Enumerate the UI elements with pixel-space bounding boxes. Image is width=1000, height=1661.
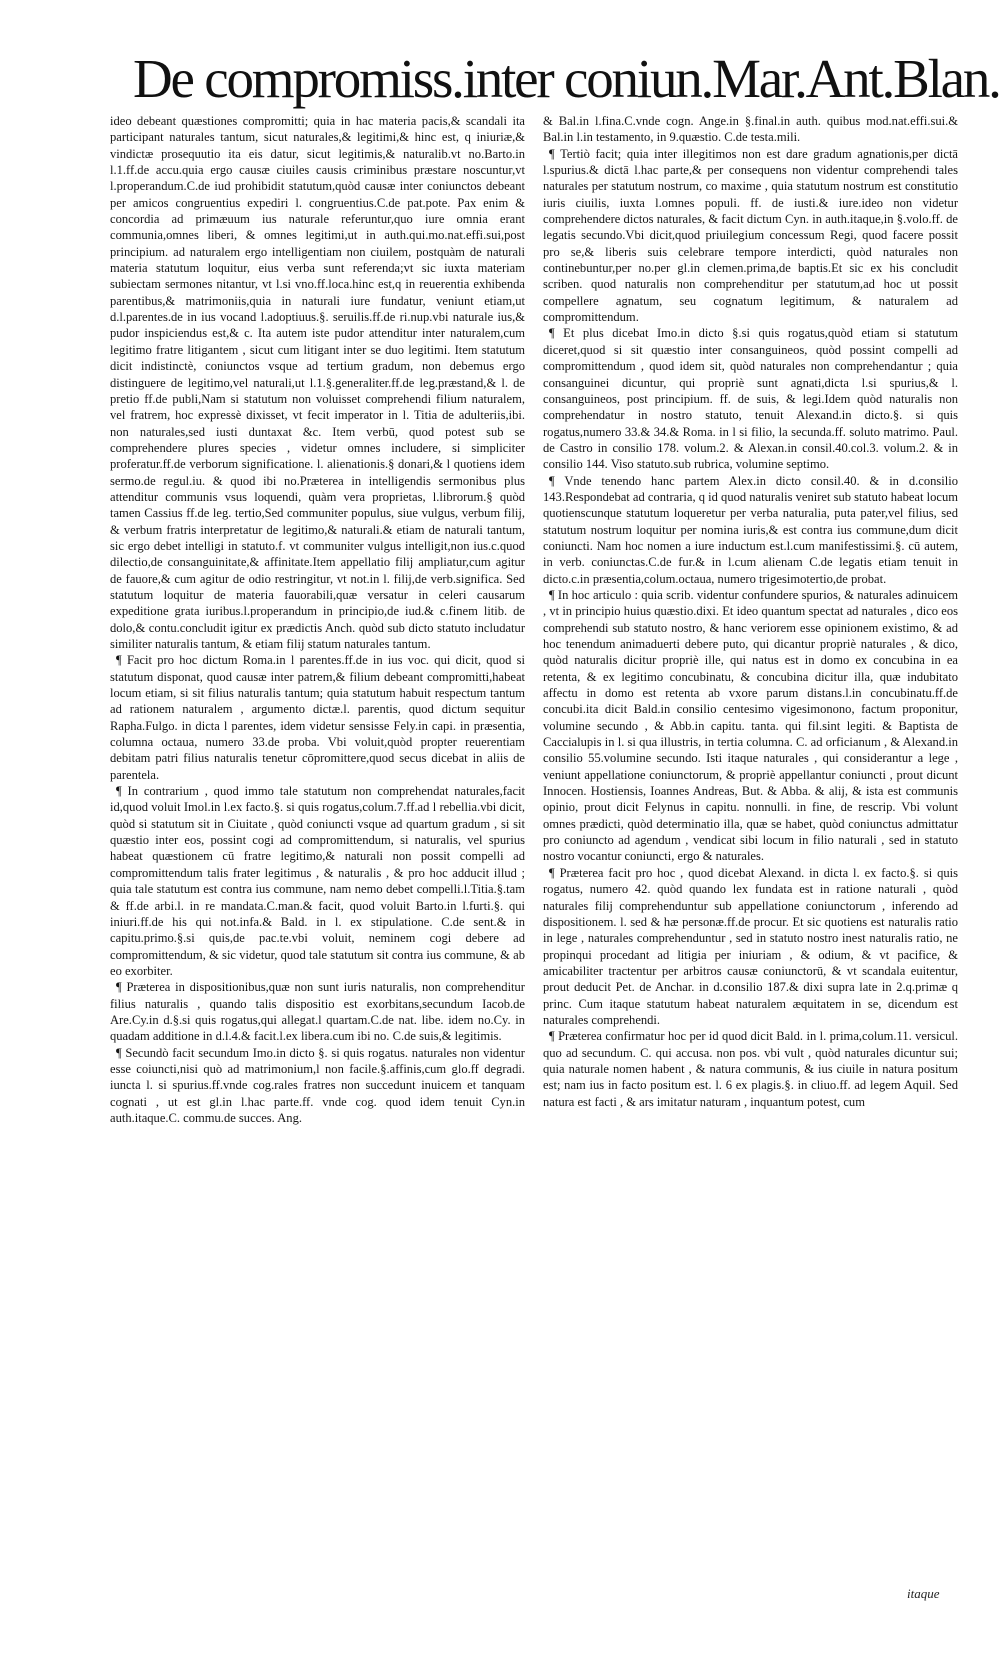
paragraph: & Bal.in l.fina.C.vnde cogn. Ange.in §.final.in auth. quibus mod.nat.effi.sui.& Bal.in l.in testamento, in 9.quæstio. C.de testa.mili. xyxy=(543,114,958,145)
paragraph: ¶ Vnde tenendo hanc partem Alex.in dicto consil.40. & in d.consilio 143.Respondebat ad contraria, q id quod naturalis veniret sub statuto habeat locum quotienscunque statutum loqueretur per verba naturalia, puta pater,vel filius, sed statutum nostrum loquitur per nomina iuris,& est contra ius commune,dum dicit coniuncti. Nam hoc nomen a iure inductum est.l.cum manifestissimi.§. cū autem, in verb. coniunctas.C.de fur.& in l.cum alienam C.de legatis etiam tenuit in dicto.c.in præsentia,colum.octaua, numero trigesimotertio,de probat. xyxy=(543,473,958,586)
running-head: De compromiss.inter coniun.Mar.Ant.Blan. xyxy=(133,48,1000,109)
paragraph: ¶ Tertiò facit; quia inter illegitimos non est dare gradum agnationis,per dictā l.spurius.& dictā l.hac parte,& per consequens non videntur comprehendi tales naturales per statutum nostrum, co maxime , quia statutum nostrum est constitutio iuris ciuilis, iuxta l.omnes populi. ff. de iusti.& iure.ideo non videtur comprehendere dictos naturales, & facit dictum Cyn. in auth.itaque,in §.volo.ff. de legatis secundo.Vbi dicit,quod priuilegium concessum Regi, quod facere possit pro se,& liberis suis celebrare tempore interdicti, quòd naturales non continebuntur,per no.per gl.in clemen.prima,de baptis.Et sic ex his concludit scriben. quod naturalis non comprehenditur per statutum,ad hoc ut possit compellere agnatum, seu cognatum legitimum, & naturalem ad compromittendum. xyxy=(543,146,958,325)
paragraph: ¶ Præterea in dispositionibus,quæ non sunt iuris naturalis, non comprehenditur filius naturalis , quando talis dispositio est exorbitans,secundum Iacob.de Are.Cy.in d.§.si quis rogatus,qui allegat.l quartam.C.de nat. libe. idem no.Cy. in quadam additione in d.l.4.& facit.l.ex libera.cum ibi no. C.de suis,& legitimis. xyxy=(110,980,525,1044)
paragraph: ¶ Et plus dicebat Imo.in dicto §.si quis rogatus,quòd etiam si statutum diceret,quod si sit quæstio inter consanguineos, quòd possint compelli ad compromittendum , quod idem sit, quòd naturales non comprehendantur ; quia consanguinei dicuntur, qui propriè sunt agnati,dicta l.si spurius,& l. consanguineos, post principium. ff. de suis, & legi.Idem quòd naturalis non comprehendatur in nostro statuto, tenuit Alexand.in dicto.§. si quis rogatus,numero 33.& 34.& Roma. in l si filio, la secunda.ff. soluto matrimo. Paul. de Castro in consilio 178. volum.2. & Alexan.in consil.40.col.3. volum.2. & in consilio 144. Viso statuto.sub rubrica, volumine septimo. xyxy=(543,326,958,472)
paragraph: ¶ In hoc articulo : quia scrib. videntur confundere spurios, & naturales adinuicem , vt in principio huius quæstio.dixi. Et ideo quantum spectat ad naturales , dico eos comprehendi sub statuto nostro, & hanc veriorem esse opinionem existimo, & ad hoc tenendum animaduerti debere puto, qui dicantur propriè naturales , & dico, quòd naturalis dicitur propriè ille, qui natus est in domo ex concubina in ea retenta, & ex legitimo concubinatu, & concubina dicitur illa, quæ indubitato affectu in domo est retenta ab vxore parum distans.l.in concubinatu.ff.de concubi.ita dicit Bald.in consilio centesimo vigesimonono, factum proponitur, volumine secundo , & Abb.in capitu. tanta. qui fil.sint legiti. & Baptista de Caccialupis in l. si qua illustris, in tertia columna. C. ad orficianum , & Alexand.in consilio 55.volumine secundo. Isti itaque naturales , qui considerantur a lege , veniunt appellatione coniunctorum, & propriè appellantur coniuncti , prout dicunt Innocen. Hostiensis, Ioannes Andreas, But. & Abba. & alij, & ista est communis opinio, prout dicit Felynus in capitu. nonnulli. in fine, de rescrip. Vbi volunt omnes prædicti, quòd determinatio illa, quæ se habet, quòd coniunctus admittatur pro coniuncto ad agendum , vendicat sibi locum in filio naturali , sed in statuto nostro vocantur coniuncti, ergo & naturales. xyxy=(543,587,958,864)
paragraph: ¶ Præterea facit pro hoc , quod dicebat Alexand. in dicta l. ex facto.§. si quis rogatus, numero 42. quòd quando lex fundata est in ratione naturali , quòd naturales filij comprehenduntur sub appellatione coniunctorum , inferendo ad dispositionem. l. sed & hæ personæ.ff.de procur. Et sic quotiens est naturalis ratio in lege , naturales comprehenduntur , sed in statuto nostro inest naturalis ratio, ne propinqui procedant ad litigia per iniuriam , & odium, & vt pacifice, & amicabiliter tractentur per arbitros causæ coniunctorū, & vt scandala euitentur, prout deducit Pet. de Anchar. in d.consilio 187.& dixi supra late in 2.q.primæ q princ. Cum itaque statutum habeat naturalem æquitatem in se, dicendum est naturales comprehendi. xyxy=(543,865,958,1027)
paragraph: ¶ Secundò facit secundum Imo.in dicto §. si quis rogatus. naturales non videntur esse coiuncti,nisi quò ad matrimonium,l non facile.§.affinis,cum glo.ff degradi. iuncta l. si spurius.ff.vnde cog.rales fratres non succedunt inuicem et tanquam cognati , ut est gl.in l.hac parte.ff. vnde cog. quod idem tenuit Cyn.in auth.itaque.C. commu.de succes. Ang. xyxy=(110,1045,525,1125)
paragraph: ¶ In contrarium , quod immo tale statutum non comprehendat naturales,facit id,quod voluit Imol.in l.ex facto.§. si quis rogatus,colum.7.ff.ad l rebellia.vbi dicit, quòd si statutum sit in Ciuitate , quòd coniuncti vsque ad quartum gradum , si sit quæstio inter eos, possint cogi ad compromittendum, si naturalis, vel spurius habeat quæstionem cū fratre legitimo,& naturali non possit compelli ad compromittendum talis frater legitimus , & naturalis , & pro hoc adducit illud ; quia tale statutum est contra ius commune, nam nemo debet compelli.l.Titia.§.tam & ff.de arbi.l. in re mandata.C.man.& facit, quod voluit Barto.in l.furti.§. qui iniuri.ff.de his qui not.infa.& Bald. in l. ex stipulatione. C.de sent.& in capitu.primo.§.si quis,de pac.te.vbi voluit, neminem cogi debere ad compromittendum, & sic videtur, quod tale statutum sit contra ius commune, & ab eo exorbiter. xyxy=(110,784,525,978)
left-column xyxy=(110,113,525,1583)
catchword: itaque xyxy=(907,1586,940,1601)
right-column xyxy=(543,113,958,1583)
paragraph: ideo debeant quæstiones compromitti; quia in hac materia pacis,& scandali ita participant naturales tantum, sicut naturales,& legitimi,& hinc est, q iniuriæ,& vindictæ prosequutio ita eis datur, sicut legitimis,& naturalib.vt no.Barto.in l.1.ff.de accu.quia ergo causæ ciuiles causis criminibus præstare noscuntur,vt l.properandum.C.de iud prohibidit statutum,quòd causæ inter coniunctos debeant per amicos congruentius expediri l. congruentius.C.de pat.pote. Pax enim & concordia ad primæuum ius naturale referuntur,quo iure omnia erant communia,omnes liberi, & omnes legitimi,ut in auth.qui.mo.nat.effi.sui,post principium. ad naturalem ergo intelligentiam non ciuilem, postquàm de naturali materia statutum loquitur, eius verba sunt referenda;vt sic iuxta materiam subiectam sermones nitantur, vt l.si vno.ff.loca.hinc est,q in reuerentia exhibenda parentibus,& matrimoniis,quia in naturali iure fundatur, veniunt etiam,ut d.l.parentes.de in ius vocand l.adoptiuus.§. seruilis.ff.de ri.nup.vbi naturale ius,& pudor inspiciendus est,& c. Ita autem iste pudor attenditur inter naturalem,cum legitimo fratre litigantem , sicut cum litigant inter se duo legitimi. Item statutum dicit indistinctè, coniunctos vsque ad tertium gradum, non debemus ergo distinguere de legitimo,vel naturali,ut l.1.§.generaliter.ff.de leg.præstand,& l. de pretio ff.de publi,Nam si statutum non voluisset comprehendi filium naturalem, vel fratrem, hoc expressè dixisset, vt fecit imperator in l. Titia de adulteriis,ibi. non naturales,sed iusti duntaxat &c. Item verbū, quod potest sub se comprehendere plures species , videtur omnes includere, si simpliciter proferatur.ff.de verborum significatione. l. alienationis.§ donari,& l quotiens idem sermo.de regul.iu. & quod ibi no.Præterea in intelligendis sermonibus plus attenditur communis vsus loquendi, quàm vera proprietas, l.librorum.§ quòd tamen Cassius ff.de leg. tertio,Sed communiter populus, siue vulgus, verbum filij, & verbum fratris interpretatur de legitimo,& naturali.& etiam de naturali tantum, sic ergo debet intelligi in statuto.f. vt communiter vulgus intelligit,non ius.c.quod dilectio,de consanguinitate,& affinitate.Item appellatio filij ampliatur,cum agitur de fauore,& cum agitur de odio restringitur, vt not.in l. filij,de verb.significa. Sed statutum loquitur de materia fauorabili,quæ versatur in celeri causarum expeditione grata iuribus.l.properandum in principio,de iud.& c.finem litib. de dolo,& contu.concludit igitur ex prædictis Anch. quòd sub dicto statuto includatur similiter naturalis tantum, & etiam filij statum naturales tantum. xyxy=(110,114,525,651)
paragraph: ¶ Præterea confirmatur hoc per id quod dicit Bald. in l. prima,colum.11. versicul. quo ad secundum. C. qui accusa. non pos. vbi vult , quòd naturales dicuntur sui; quia naturale nomen habent , & natura communis, & ius ciuile in natura positum est; nam ius in facto positum est. l. 6 ex plagis.§. in cliuo.ff. ad legem Aquil. Sed natura est facti , & ars imitatur naturam , inquantum potest, cum xyxy=(543,1029,958,1109)
paragraph: ¶ Facit pro hoc dictum Roma.in l parentes.ff.de in ius voc. qui dicit, quod si statutum disponat, quod causæ inter patrem,& filium debeant compromitti,habeat locum etiam, si sit filius naturalis tantum; quia statutum habuit respectum tantum ad rationem naturalem , argumento dictæ.l. parentis, quod dictum sequitur Rapha.Fulgo. in dicta l parentes, idem videtur sensisse Fely.in capi. in præsentia, columna octaua, numero 33.de proba. Vbi voluit,quòd propter reuerentiam debitam patri filius naturalis tenetur cōpromittere,quod secus dicebat in aliis de parentela. xyxy=(110,653,525,782)
